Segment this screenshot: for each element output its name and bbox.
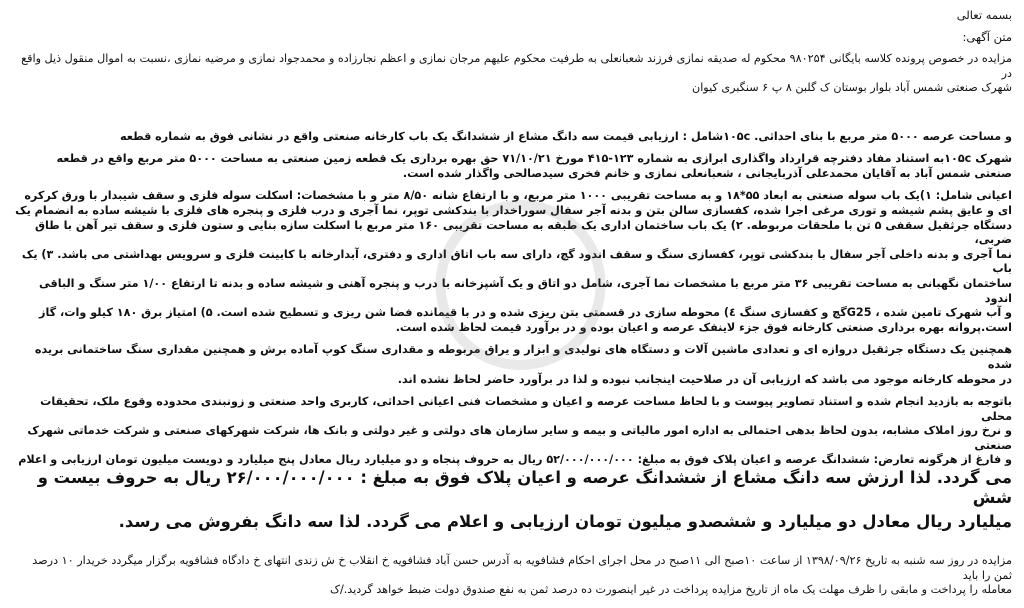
subject-paragraph: و مساحت عرصه ۵۰۰۰ متر مربع با بنای احداثی. ۱۰۵cشامل : ارزیابی قیمت سه دانگ مشاع از ششدانگ یک باب کارخانه صنعتی واقع در نشانی فوق به شماره قطعه xyxy=(119,129,1012,143)
valuation-line: و فارغ از هرگونه تعارض: ششدانگ عرصه و اعیان پلاک فوق به مبلغ: ۵۲/۰۰۰/۰۰۰/۰۰۰ ریال به حروف پنجاه و دو میلیارد ریال معادل پنج میلیارد و دویست میلیون تومان ارزیابی و اعلام xyxy=(18,453,1012,467)
buildings-line: است.پروانه بهره برداری صنعتی کارخانه فوق جزء لاینفک عرصه و اعیان بوده و در برآورد قیمت لحاظ شده است. xyxy=(395,320,1012,334)
auction-line: مزایده در روز سه شنبه به تاریخ ۱۳۹۸/۰۹/۲۶ از ساعت ۱۰صبح الی ۱۱صبح در محل اجرای احکام فشافویه به آدرس حسن آباد فشافویه خ انقلاب خ ش زندی انتهای خ دادگاه فشافویه برگزار میگردد خریدار ۱۰ درصد ثمن را باید xyxy=(32,554,1012,582)
valuation-conclusion: می گردد. لذا ارزش سه دانگ مشاع از ششدانگ عرصه و اعیان پلاک فوق به مبلغ : ۲۶/۰۰۰/۰۰۰/۰۰۰ ریال به حروف بیست و شش xyxy=(37,468,1012,508)
auction-line: معامله را پرداخت و مابقی را ظرف مهلت یک ماه از تاریخ مزایده پرداخت در غیر اینصورت ده درصد ثمن به نفع صندوق دولت ضبط خواهد گردید./ک xyxy=(329,583,1012,597)
notice-title: متن آگهی: xyxy=(962,30,1012,44)
buildings-line: اعیانی شامل: ۱)یک باب سوله صنعتی به ابعاد ۵۵*۱۸ و به مساحت تقریبی ۱۰۰۰ متر مربع، و با ارتفاع شانه ۸/۵۰ متر و با مشخصات: اسکلت سوله فلزی و سقف شیبدار با ورق کرکره xyxy=(24,189,1012,203)
machinery-line: همچنین یک دستگاه جرثقیل دروازه ای و تعدادی ماشین آلات و دستگاه های تولیدی و ابزار و یراق مربوطه و مقداری سنگ کوپ آماده برش و همچنین مقداری سنگ ساختمانی بریده شده xyxy=(34,343,1012,371)
buildings-line: ای و عایق پشم شیشه و توری مرغی اجرا شده، کفسازی سالن بتن و بدنه آجر سفال سوراخدار با بندکشی توپر، نما آجری و درب فلزی و پنجره های فلزی با شیشه ساده به انضمام یک xyxy=(15,203,1012,217)
valuation-paragraph xyxy=(12,395,1012,532)
bismillah-heading: بسمه تعالی xyxy=(956,8,1012,22)
auction-details xyxy=(12,554,1012,598)
machinery-paragraph xyxy=(12,343,1012,387)
ownership-line: شهرک ۱۰۵cبه استناد مفاد دفترچه قرارداد واگذاری ابرازی به شماره ۱۲۳-۴۱۵ مورخ ۷۱/۱۰/۲۱ حق بهره برداری یک قطعه زمین صنعتی به مساحت ۵۰۰۰ متر مربع واقع در قطعه xyxy=(56,152,1012,166)
buildings-line: ساختمان نگهبانی به مساحت تقریبی ۳۶ متر مربع با مشخصات نما آجری، شامل دو اتاق و یک آشپزخانه با درب و پنجره آهنی و شیشه ساده و بدنه تا ارتفاع ۱/۰۰ متر سنگ و الباقی اندود xyxy=(39,276,1012,305)
valuation-line: باتوجه به بازدید انجام شده و استناد تصاویر پیوست و با لحاظ مساحت عرصه و اعیان و مشخصات فنی اعیانی احداثی، کاربری واحد صنعتی و زونبندی محدوده وقوع ملک، تحقیقات محلی xyxy=(40,395,1012,423)
valuation-line: و نرخ روز املاک مشابه، بدون لحاظ بدهی احتمالی به اداره امور مالیاتی و بیمه و سایر سازمان های دولتی و غیر دولتی و بانک ها، شرکت شهرکهای صنعتی و شرکت خدماتی شهرک صنعتی xyxy=(27,424,1012,452)
valuation-conclusion: میلیارد ریال معادل دو میلیارد و ششصدو میلیون تومان ارزیابی و اعلام می گردد. لذا سه دانگ بفروش می رسد. xyxy=(118,512,1012,532)
ownership-line: صنعتی شمس آباد به آقایان محمدعلی آذربایجانی ، شعبانعلی نمازی و خانم فخری سیدصالحی واگذار شده است. xyxy=(402,166,1012,180)
buildings-paragraph xyxy=(12,189,1012,335)
machinery-line: در محوطه کارخانه موجود می باشد که ارزیابی آن در صلاحیت اینجانب نبوده و لذا در برآورد حاضر لحاظ نشده اند. xyxy=(397,372,1012,386)
buildings-line: و آب شهرک تامین شده ، G25گچ و کفسازی سنگ ٤) محوطه سازی در قسمتی بتن ریزی شده و در با قیمانده فضا شن ریزی و تسطیح شده است. ۵) امتیاز برق ۱۸۰ کیلو وات، گاز xyxy=(39,306,1012,320)
buildings-line: نما آجری و بدنه داخلی آجر سفال با بندکشی توپر، کفسازی سنگ و سقف اندود گچ، دارای سه باب اتاق اداری و دفتری، آبدارخانه با کابینت فلزی و سرویس بهداشتی می باشد. ۳) یک باب xyxy=(21,247,1012,276)
buildings-line: دستگاه جرثقیل سقفی ۵ تن با ملحقات مربوطه. ۲) یک باب ساختمان اداری یک طبقه به مساحت تقریبی ۱۶۰ متر مربع با اسکلت سازه بنایی و ستون فلزی و سقف تیر آهن با طاق ضربی، xyxy=(34,218,1012,247)
intro-paragraph xyxy=(12,52,1012,96)
ownership-paragraph xyxy=(12,152,1012,181)
intro-line: مزایده در خصوص پرونده کلاسه بایگانی ۹۸۰۲۵۴ محکوم له صدیقه نمازی فرزند شعبانعلی به طرفیت محکوم علیهم مرجان نمازی و اعظم نجارزاده و محمدجواد نمازی و مرضیه نمازی ،نسبت به اموال منقول ذیل واقع در xyxy=(21,52,1012,80)
intro-line: شهرک صنعتی شمس آباد بلوار بوستان ک گلبن ۸ پ ۶ سنگبری کیوان xyxy=(691,81,1012,95)
